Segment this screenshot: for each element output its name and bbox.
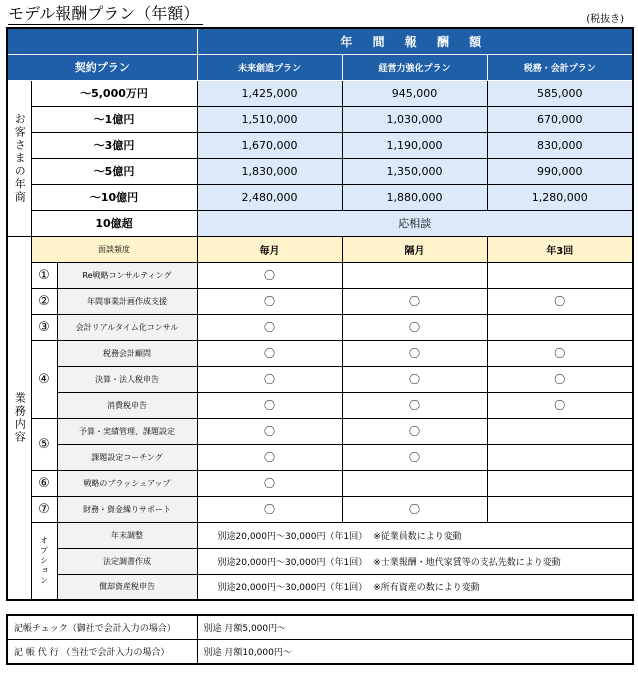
fee-value: 1,350,000 (342, 158, 487, 184)
included-mark: 〇 (342, 340, 487, 366)
service-number: ② (31, 288, 57, 314)
header-blank (7, 28, 197, 54)
service-name: 税務会計顧問 (57, 340, 197, 366)
included-mark: 〇 (197, 314, 342, 340)
bookkeeping-label: 記帳チェック（御社で会計入力の場合） (7, 615, 197, 640)
bookkeeping-table (6, 614, 634, 665)
revenue-row (7, 184, 633, 210)
empty-cell (487, 262, 633, 288)
option-name: 年末調整 (57, 522, 197, 548)
bookkeeping-row (7, 640, 633, 665)
revenue-range-label: ～5,000万円 (31, 80, 197, 106)
plan-header-zeimu: 税務・会計プラン (487, 54, 633, 80)
option-price (197, 522, 633, 548)
tax-note: (税抜き) (586, 14, 624, 25)
option-price (197, 548, 633, 574)
included-mark: 〇 (342, 496, 487, 522)
service-name: 会計リアルタイム化コンサル (57, 314, 197, 340)
empty-cell (487, 496, 633, 522)
service-row (7, 314, 633, 340)
included-mark: 〇 (342, 392, 487, 418)
service-row (7, 470, 633, 496)
plan-header-keiei: 経営力強化プラン (342, 54, 487, 80)
frequency-value: 年3回 (487, 236, 633, 262)
option-row (7, 548, 633, 574)
service-number: ④ (31, 340, 57, 418)
option-label: オプション (31, 522, 57, 600)
service-number: ⑥ (31, 470, 57, 496)
service-name: 消費税申告 (57, 392, 197, 418)
fee-value: 1,670,000 (197, 132, 342, 158)
fee-value: 1,830,000 (197, 158, 342, 184)
service-number: ⑦ (31, 496, 57, 522)
included-mark: 〇 (197, 288, 342, 314)
service-number: ③ (31, 314, 57, 340)
included-mark: 〇 (197, 496, 342, 522)
fee-value: 1,030,000 (342, 106, 487, 132)
business-label: 業務内容 (7, 236, 31, 600)
fee-table (6, 27, 634, 601)
option-price-text: 別途20,000円～30,000円（年1回） (217, 583, 368, 594)
revenue-range-label: 10億超 (31, 210, 197, 236)
included-mark: 〇 (487, 392, 633, 418)
included-mark: 〇 (487, 288, 633, 314)
revenue-row (7, 158, 633, 184)
empty-cell (342, 470, 487, 496)
fee-value: 830,000 (487, 132, 633, 158)
revenue-range-label: ～3億円 (31, 132, 197, 158)
service-row (7, 418, 633, 444)
plan-header-mirai: 未来創造プラン (197, 54, 342, 80)
option-note: ※従業員数により変動 (373, 531, 462, 542)
included-mark: 〇 (197, 418, 342, 444)
service-row (7, 340, 633, 366)
bookkeeping-price: 別途 月額10,000円～ (197, 640, 633, 665)
bookkeeping-row (7, 615, 633, 640)
revenue-row (7, 106, 633, 132)
included-mark: 〇 (342, 418, 487, 444)
fee-value: 1,510,000 (197, 106, 342, 132)
service-name: 決算・法人税申告 (57, 366, 197, 392)
included-mark: 〇 (487, 340, 633, 366)
annual-fee-header: 年 間 報 酬 額 (197, 28, 633, 54)
bookkeeping-label: 記 帳 代 行 （当社で会計入力の場合） (7, 640, 197, 665)
service-row (7, 496, 633, 522)
revenue-row (7, 132, 633, 158)
fee-value: 990,000 (487, 158, 633, 184)
empty-cell (487, 444, 633, 470)
option-name: 償却資産税申告 (57, 574, 197, 600)
fee-value: 1,280,000 (487, 184, 633, 210)
revenue-range-label: ～1億円 (31, 106, 197, 132)
revenue-row (7, 80, 633, 106)
included-mark: 〇 (342, 366, 487, 392)
fee-value: 670,000 (487, 106, 633, 132)
included-mark: 〇 (487, 366, 633, 392)
option-row (7, 574, 633, 600)
revenue-range-label: ～5億円 (31, 158, 197, 184)
fee-value-negotiable: 応相談 (197, 210, 633, 236)
included-mark: 〇 (197, 392, 342, 418)
service-name: 予算・実績管理、課題設定 (57, 418, 197, 444)
empty-cell (487, 418, 633, 444)
service-number: ⑤ (31, 418, 57, 470)
included-mark: 〇 (197, 366, 342, 392)
option-row (7, 522, 633, 548)
frequency-value: 隔月 (342, 236, 487, 262)
option-note: ※士業報酬・地代家賃等の支払先数により変動 (373, 557, 561, 568)
option-name: 法定調書作成 (57, 548, 197, 574)
service-row (7, 444, 633, 470)
included-mark: 〇 (197, 262, 342, 288)
fee-value: 1,880,000 (342, 184, 487, 210)
service-name: 年間事業計画作成支援 (57, 288, 197, 314)
service-row (7, 366, 633, 392)
empty-cell (487, 470, 633, 496)
option-price-text: 別途20,000円～30,000円（年1回） (217, 531, 368, 542)
included-mark: 〇 (197, 470, 342, 496)
service-row (7, 262, 633, 288)
option-note: ※所有資産の数により変動 (373, 583, 480, 594)
included-mark: 〇 (197, 340, 342, 366)
service-row (7, 288, 633, 314)
included-mark: 〇 (342, 314, 487, 340)
service-number: ① (31, 262, 57, 288)
service-name: 財務・資金繰りサポート (57, 496, 197, 522)
service-name: 課題設定コーチング (57, 444, 197, 470)
bookkeeping-price: 別途 月額5,000円～ (197, 615, 633, 640)
option-price-text: 別途20,000円～30,000円（年1回） (217, 557, 368, 568)
included-mark: 〇 (197, 444, 342, 470)
frequency-label: 面談頻度 (31, 236, 197, 262)
frequency-value: 毎月 (197, 236, 342, 262)
empty-cell (342, 262, 487, 288)
service-row (7, 392, 633, 418)
fee-value: 2,480,000 (197, 184, 342, 210)
service-name: Re戦略コンサルティング (57, 262, 197, 288)
empty-cell (487, 314, 633, 340)
service-name: 戦略のブラッシュアップ (57, 470, 197, 496)
contract-plan-header: 契約プラン (7, 54, 197, 80)
page-title: モデル報酬プラン（年額） (8, 4, 203, 25)
fee-value: 945,000 (342, 80, 487, 106)
included-mark: 〇 (342, 288, 487, 314)
included-mark: 〇 (342, 444, 487, 470)
revenue-range-label: ～10億円 (31, 184, 197, 210)
sales-label: お客さまの年商 (7, 80, 31, 236)
fee-value: 1,190,000 (342, 132, 487, 158)
fee-value: 585,000 (487, 80, 633, 106)
option-price (197, 574, 633, 600)
fee-value: 1,425,000 (197, 80, 342, 106)
